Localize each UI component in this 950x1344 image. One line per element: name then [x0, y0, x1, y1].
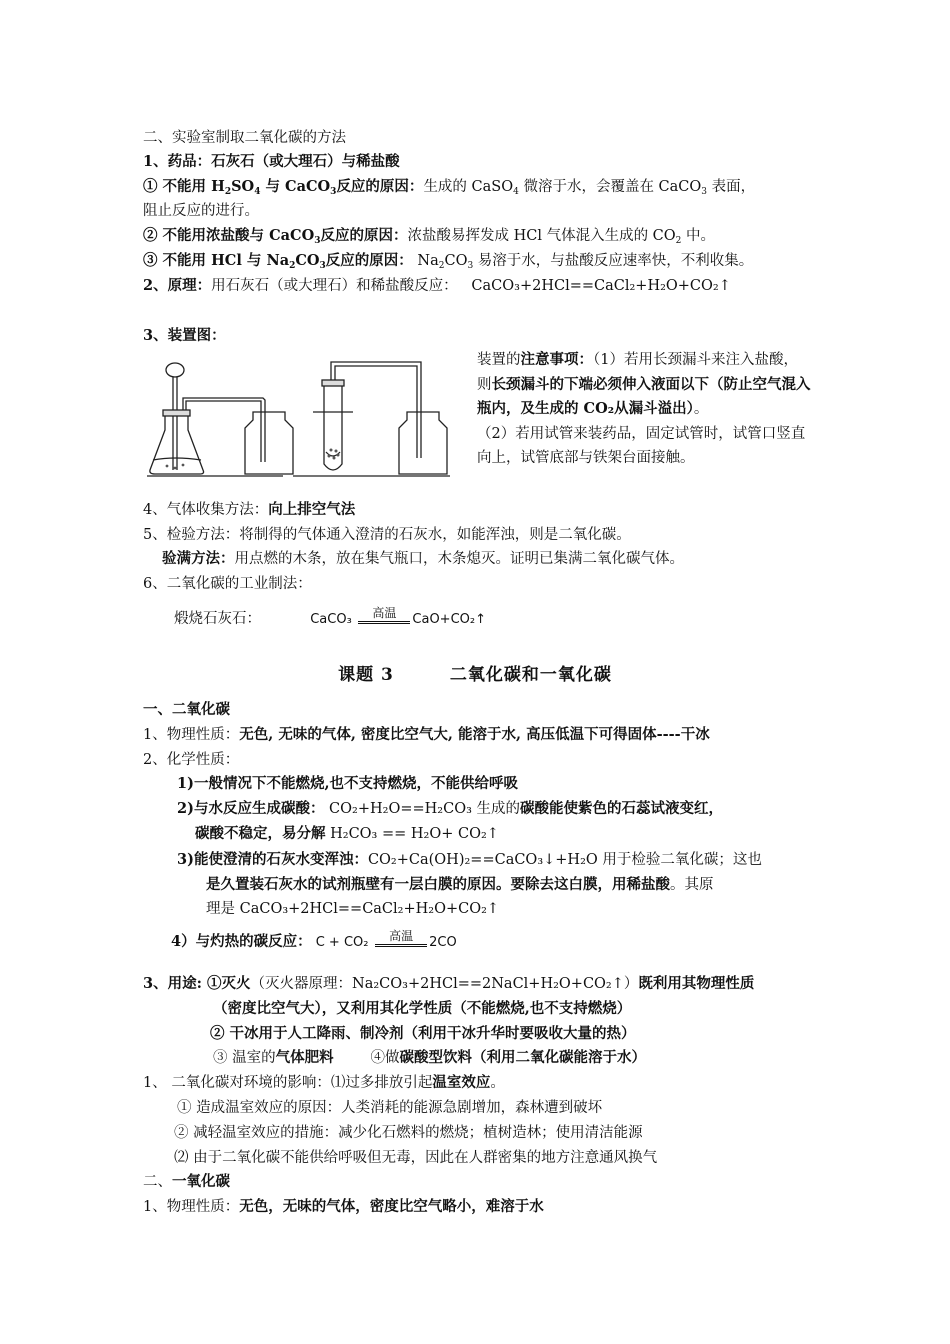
reason-2-bold: ② 不能用浓盐酸与 CaCO — [143, 227, 315, 244]
co2-chem-4 — [171, 929, 457, 953]
co-heading-number: 二、 — [143, 1174, 172, 1190]
co2-chem-4-label: 4）与灼热的碳反应： — [171, 933, 312, 950]
principle-text: 用石灰石（或大理石）和稀盐酸反应： — [211, 278, 458, 294]
co2-use-label: 3、用途: — [143, 975, 202, 992]
notes-bold-1: 长颈漏斗的下端必须伸入液面以下（防止空气混入瓶内，及生成的 CO₂从漏斗溢出） — [477, 375, 811, 417]
lesson-number: 课题 3 — [338, 665, 394, 685]
reason-1-text-a: 生成的 CaSO — [423, 179, 514, 195]
env-line — [143, 1073, 505, 1093]
full-check-label: 验满方法： — [162, 550, 235, 567]
reason-1-text-b: 微溶于水，会覆盖在 CaCO — [518, 179, 702, 195]
co2-use-fire: ①灭火 — [201, 975, 251, 992]
greenhouse-effect: 温室效应 — [432, 1074, 491, 1091]
calcine-label: 煅烧石灰石： — [174, 611, 261, 627]
test-tube-stopper — [322, 380, 344, 386]
principle-equation: CaCO₃+2HCl==CaCl₂+H₂O+CO₂↑ — [471, 278, 731, 294]
co2-chem-4-product: 2CO — [429, 935, 457, 950]
collect-line — [143, 500, 355, 520]
co2-physical-line — [143, 725, 710, 745]
co2-chem-3-line-3: 理是 CaCO₃+2HCl==CaCl₂+H₂O+CO₂↑ — [206, 901, 500, 917]
co2-chem-3-equation: CO₂+Ca(OH)₂==CaCO₃↓+H₂O 用于检验二氧化碳；这也 — [367, 852, 762, 868]
reason-1-text-c: 表面， — [707, 179, 756, 195]
notes-text-1: （1）若用长颈漏斗来注入盐酸，则 — [477, 352, 798, 393]
co2-physical-value: 无色, 无味的气体, 密度比空气大, 能溶于水, 高压低温下可得固体----干冰 — [239, 726, 710, 743]
reason-1-continued: 阻止反应的进行。 — [143, 203, 259, 219]
env-cause: ① 造成温室效应的原因：人类消耗的能源急剧增加，森林遭到破坏 — [177, 1100, 603, 1116]
lesson-name: 二氧化碳和一氧化碳 — [449, 665, 612, 685]
reason-1-line: ① 不能用 $H_2SO_4$ 与 CaCO$_3$反应的原因：生成的 CaSO$_4$ 微溶于水，会覆盖在 CaCO$_3$ 表面， — [143, 178, 756, 197]
reason-3-text-c: 易溶于水，与盐酸反应速率快，不利收集。 — [473, 253, 754, 269]
lesson-title — [0, 660, 950, 685]
calcine-product: CaO+CO₂↑ — [412, 612, 486, 627]
drugs-line — [143, 152, 400, 172]
reason-1-label: 反应的原因： — [336, 178, 424, 195]
co2-chem-2-equation: CO₂+H₂O==H₂CO₃ 生成的 — [324, 801, 521, 817]
carbonic-unstable: 碳酸不稳定，易分解 — [195, 825, 326, 842]
co-physical-value: 无色，无味的气体，密度比空气略小，难溶于水 — [239, 1198, 544, 1215]
env-lead: 1、 二氧化碳对环境的影响：⑴过多排放引起 — [143, 1075, 433, 1091]
notes-label: 注意事项： — [520, 351, 593, 368]
co2-use-physical: 既利用其物理性质 — [638, 975, 755, 992]
greenhouse-label: ③ 温室的 — [213, 1050, 276, 1066]
apparatus-diagram — [145, 352, 455, 482]
full-check-text: 用点燃的木条，放在集气瓶口，木条熄灭。证明已集满二氧化碳气体。 — [234, 551, 684, 567]
reason-3-text-b: CO — [444, 253, 468, 269]
env-ventilation: ⑵ 由于二氧化碳不能供给呼吸但无毒，因此在人群密集的地方注意通风换气 — [174, 1150, 658, 1166]
apparatus-label: 3、装置图： — [143, 327, 226, 344]
co2-chem-2-label: 2)与水反应生成碳酸： — [177, 800, 325, 817]
co2-chem-1: 1)一般情况下不能燃烧,也不支持燃烧，不能供给呼吸 — [177, 775, 518, 792]
flask-stopper — [163, 410, 190, 416]
delivery-tube-1 — [183, 398, 265, 462]
co2-use-extinguisher: （灭火器原理：Na₂CO₃+2HCl==2NaCl+H₂O+CO₂↑） — [250, 976, 639, 992]
reason-1-h2so4-b: SO — [231, 178, 255, 195]
gas-jar-1 — [245, 412, 293, 474]
co-physical-line — [143, 1197, 544, 1217]
env-measures: ② 减轻温室效应的措施：减少化石燃料的燃烧；植树造林；使用清洁能源 — [174, 1125, 643, 1141]
reason-3-bold-a: ③ 不能用 HCl 与 Na — [143, 252, 290, 269]
reason-1-h2so4-a: H — [211, 178, 225, 195]
co-heading-text: 一氧化碳 — [172, 1173, 230, 1190]
delivery-tube-2 — [331, 362, 421, 458]
co2-chem-4-condition: 高温 — [375, 929, 427, 947]
co-heading — [143, 1172, 230, 1192]
test-line: 5、检验方法：将制得的气体通入澄清的石灰水，如能浑浊，则是二氧化碳。 — [143, 527, 631, 543]
collect-label: 4、气体收集方法： — [143, 502, 269, 518]
principle-label: 2、原理： — [143, 277, 212, 294]
co2-chemical-label: 2、化学性质： — [143, 752, 240, 768]
co2-chem-4-reactants: C + CO₂ — [311, 935, 369, 950]
co2-use-line-4 — [213, 1048, 646, 1068]
reason-2-text: 浓盐酸易挥发成 HCl 气体混入生成的 CO — [407, 228, 676, 244]
soda-drinks: 碳酸型饮料（利用二氧化碳能溶于水） — [399, 1049, 646, 1066]
co2-physical-label: 1、物理性质： — [143, 727, 240, 743]
apparatus-notes — [477, 348, 812, 471]
co2-chem-2-line-2 — [195, 824, 499, 844]
gas-fertilizer: 气体肥料 — [275, 1049, 334, 1066]
section-heading-lab-co2: 二、实验室制取二氧化碳的方法 — [143, 130, 346, 146]
calcine-condition: 高温 — [358, 606, 410, 624]
co2-heading: 一、二氧化碳 — [143, 701, 230, 718]
notes-period: 。 — [693, 401, 709, 417]
reason-3-line: ③ 不能用 HCl 与 $Na_2CO_3$反应的原因： $Na_2CO_3$ 易溶于水，与盐酸反应速率快，不利收集。 — [143, 252, 754, 271]
reason-1-lead: ① 不能用 — [143, 178, 212, 195]
collect-value: 向上排空气法 — [268, 501, 356, 518]
reason-1-caco3: 与 CaCO — [260, 178, 331, 195]
principle-line — [143, 276, 731, 296]
drugs-label: 1、药品： — [143, 153, 212, 170]
reason-3-bold-b: CO — [295, 252, 320, 269]
reason-2-label: 反应的原因： — [320, 227, 408, 244]
co2-chem-2 — [177, 799, 723, 819]
white-film-reason: 是久置装石灰水的试剂瓶壁有一层白膜的原因。要除去这白膜，用稀盐酸 — [206, 876, 670, 893]
co2-use-line-1 — [143, 974, 754, 994]
calcine-reactant: CaCO₃ — [310, 612, 352, 627]
calcine-line — [174, 606, 486, 630]
reason-2-text-b: 中。 — [681, 228, 715, 244]
drugs-value: 石灰石（或大理石）与稀盐酸 — [211, 153, 400, 170]
reason-2-line: ② 不能用浓盐酸与 CaCO$_3$反应的原因：浓盐酸易挥发成 HCl 气体混入生成的 $CO_2$ 中。 — [143, 227, 715, 246]
carbonic-decompose-equation: H₂CO₃ == H₂O+ CO₂↑ — [325, 826, 499, 842]
funnel-bulb — [166, 363, 184, 377]
co2-chem-3-line-2 — [206, 875, 714, 895]
soda-lead: ④做 — [333, 1050, 400, 1066]
co2-use-line-2: （密度比空气大），又利用其化学性质（不能燃烧,也不支持燃烧） — [213, 1000, 632, 1017]
gas-jar-2 — [399, 412, 447, 474]
co2-chem-3-label: 3)能使澄清的石灰水变浑浊： — [177, 851, 368, 868]
notes-text-2: （2）若用试管来装药品，固定试管时，试管口竖直向上，试管底部与铁架台面接触。 — [477, 425, 806, 466]
notes-lead: 装置的 — [477, 352, 521, 368]
co2-chem-2-bold: 碳酸能使紫色的石蕊试液变红， — [520, 800, 724, 817]
reason-3-label: 反应的原因： — [325, 252, 413, 269]
env-period: 。 — [490, 1075, 505, 1091]
industry-line: 6、二氧化碳的工业制法： — [143, 576, 312, 592]
full-check-line — [162, 549, 684, 569]
reason-3-text-a: Na — [412, 253, 439, 269]
co-physical-label: 1、物理性质： — [143, 1199, 240, 1215]
co2-use-line-3: ② 干冰用于人工降雨、制冷剂（利用干冰升华时要吸收大量的热） — [210, 1025, 636, 1042]
white-film-tail: 。其原 — [670, 877, 714, 893]
co2-chem-3 — [177, 850, 762, 870]
